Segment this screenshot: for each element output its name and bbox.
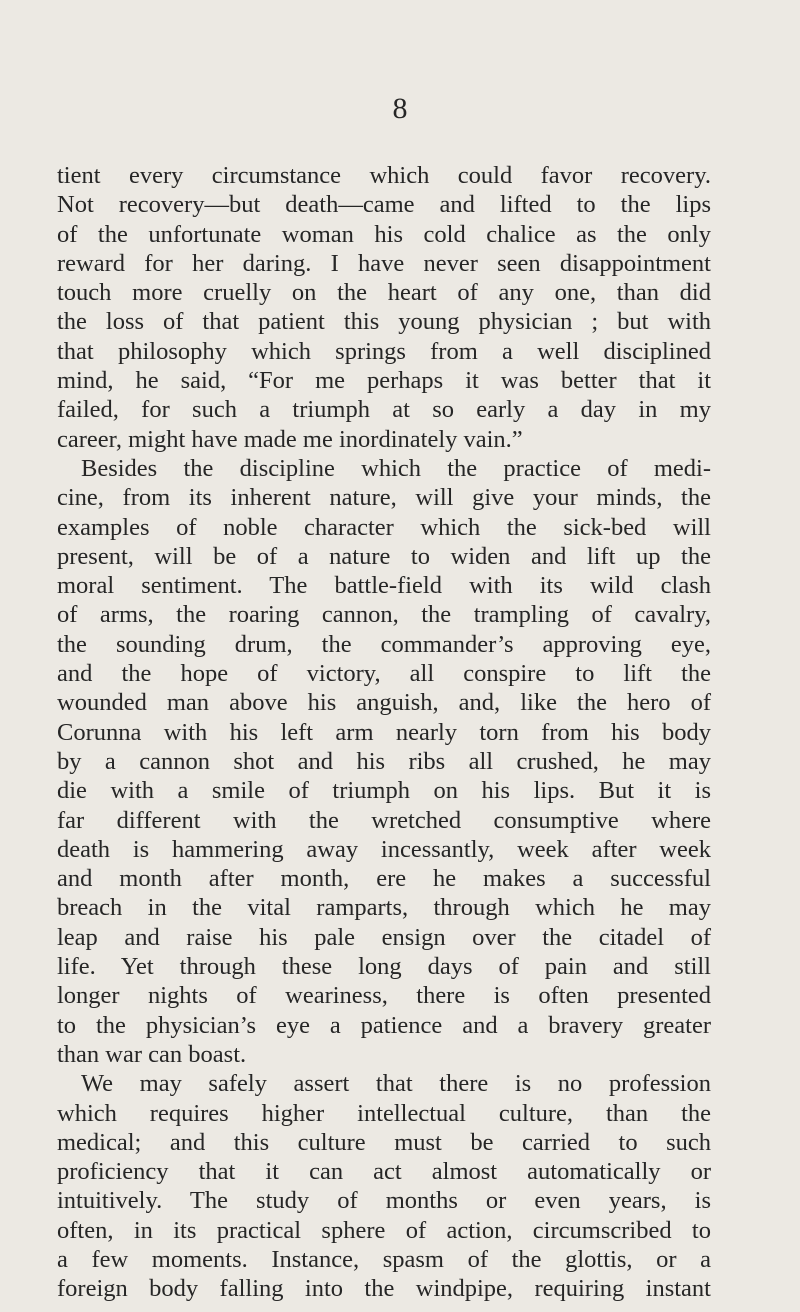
paragraph-start-line: Besides the discipline which the practice of medi-: [81, 454, 711, 482]
text-line: mind, he said, “For me perhaps it was better that it: [57, 367, 711, 395]
text-line: present, will be of a nature to widen and lift up the: [57, 542, 711, 570]
text-line: the sounding drum, the commander’s approving eye,: [57, 630, 711, 658]
text-line: Corunna with his left arm nearly torn from his body: [57, 718, 711, 746]
text-line: life. Yet through these long days of pain and still: [57, 953, 711, 981]
body-text: [57, 161, 711, 1304]
text-line: of arms, the roaring cannon, the trampling of cavalry,: [57, 601, 711, 629]
text-line: failed, for such a triumph at so early a day in my: [57, 396, 711, 424]
text-line: by a cannon shot and his ribs all crushed, he may: [57, 747, 711, 775]
text-line: cine, from its inherent nature, will give your minds, the: [57, 484, 711, 512]
text-line: and the hope of victory, all conspire to lift the: [57, 660, 711, 688]
text-line: proficiency that it can act almost automatically or: [57, 1158, 711, 1186]
text-line: often, in its practical sphere of action, circumscribed to: [57, 1216, 711, 1244]
text-line: wounded man above his anguish, and, like the hero of: [57, 689, 711, 717]
text-line: foreign body falling into the windpipe, requiring instant: [57, 1275, 711, 1303]
text-line: far different with the wretched consumptive where: [57, 806, 711, 834]
text-line: and month after month, ere he makes a successful: [57, 865, 711, 893]
text-line: Not recovery—but death—came and lifted to the lips: [57, 191, 711, 219]
text-line: leap and raise his pale ensign over the citadel of: [57, 923, 711, 951]
text-line: longer nights of weariness, there is often presented: [57, 982, 711, 1010]
text-line: of the unfortunate woman his cold chalice as the only: [57, 220, 711, 248]
text-line: which requires higher intellectual culture, than the: [57, 1099, 711, 1127]
text-line: breach in the vital ramparts, through which he may: [57, 894, 711, 922]
text-line: reward for her daring. I have never seen disappointment: [57, 249, 711, 277]
text-line: moral sentiment. The battle-field with its wild clash: [57, 572, 711, 600]
text-line: touch more cruelly on the heart of any one, than did: [57, 279, 711, 307]
text-line: medical; and this culture must be carried to such: [57, 1128, 711, 1156]
text-line: the loss of that patient this young physician ; but with: [57, 308, 711, 336]
text-line: die with a smile of triumph on his lips. But it is: [57, 777, 711, 805]
text-line: tient every circumstance which could favor recovery.: [57, 162, 711, 189]
paragraph-end-line: than war can boast.: [57, 1040, 247, 1068]
text-line: that philosophy which springs from a well disciplined: [57, 337, 711, 365]
paragraph-end-line: career, might have made me inordinately vain.”: [57, 425, 523, 453]
paragraph-start-line: We may safely assert that there is no profession: [81, 1070, 711, 1098]
text-line: death is hammering away incessantly, week after week: [57, 835, 711, 863]
text-line: to the physician’s eye a patience and a bravery greater: [57, 1011, 711, 1039]
page-number: 8: [392, 92, 408, 125]
text-line: intuitively. The study of months or even years, is: [57, 1187, 711, 1215]
text-line: a few moments. Instance, spasm of the glottis, or a: [57, 1245, 711, 1273]
text-line: examples of noble character which the sick-bed will: [57, 513, 711, 541]
